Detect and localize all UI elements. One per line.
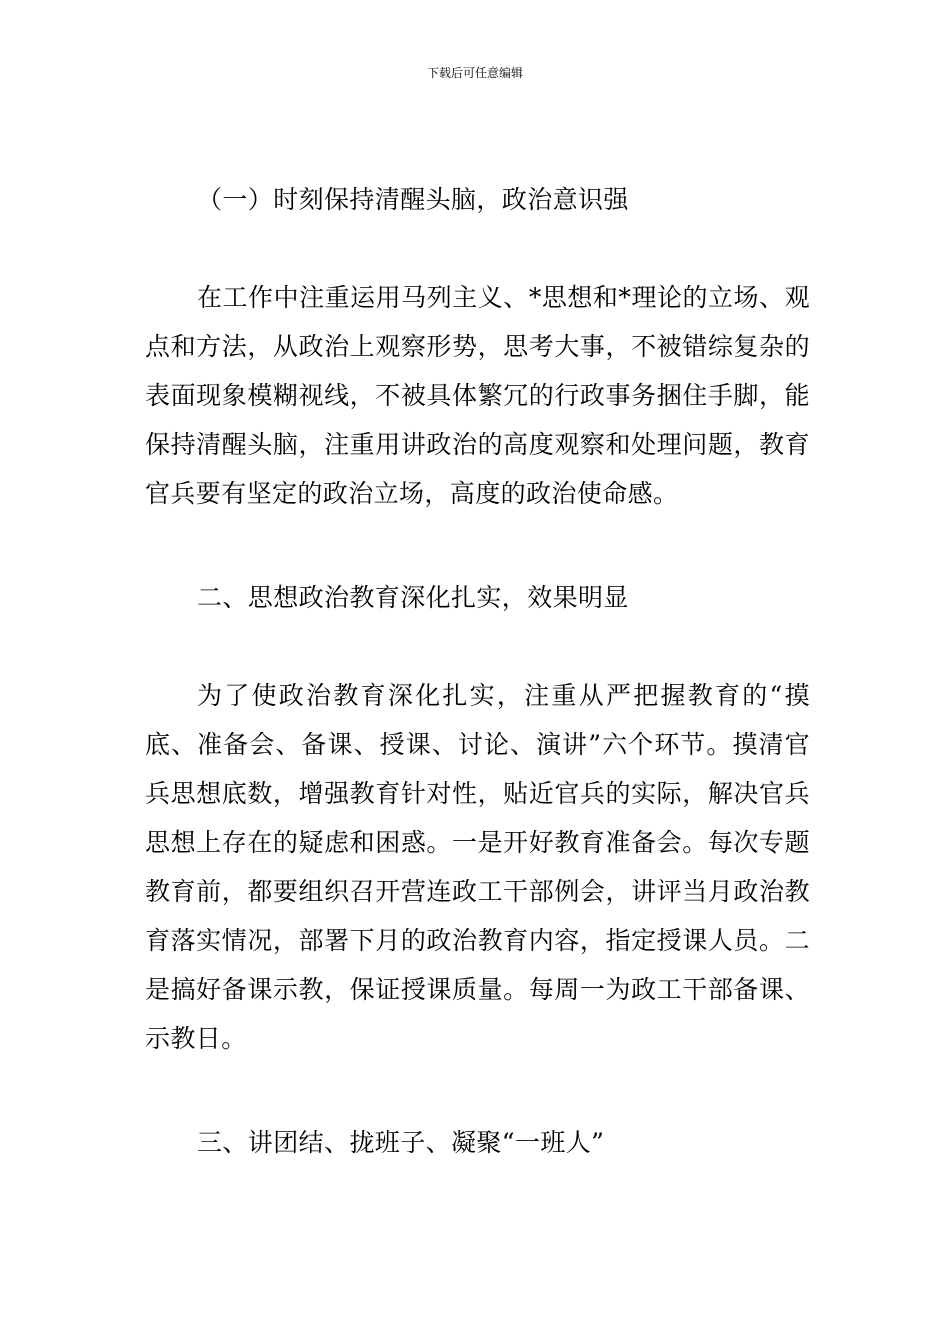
section-heading-1: （一）时刻保持清醒头脑，政治意识强 xyxy=(197,185,629,214)
section-heading-3: 三、讲团结、拢班子、凝聚“一班人” xyxy=(197,1128,605,1157)
section-paragraph-1: 在工作中注重运用马列主义、*思想和*理论的立场、观点和方法，从政治上观察形势，思考大事，不被错综复杂的表面现象模糊视线，不被具体繁冗的行政事务捆住手脚，能保持清醒头脑，注重用讲政治的高度观察和处理问题，教育官兵要有坚定的政治立场，高度的政治使命感。 xyxy=(145,283,810,508)
section-heading-2: 二、思想政治教育深化扎实，效果明显 xyxy=(197,583,629,612)
section-paragraph-2: 为了使政治教育深化扎实，注重从严把握教育的“摸底、准备会、备课、授课、讨论、演讲”六个环节。摸清官兵思想底数，增强教育针对性，贴近官兵的实际，解决官兵思想上存在的疑虑和困惑。一是开好教育准备会。每次专题教育前，都要组织召开营连政工干部例会，讲评当月政治教育落实情况，部署下月的政治教育内容，指定授课人员。二是搞好备课示教，保证授课质量。每周一为政工干部备课、示教日。 xyxy=(145,681,810,1053)
header-note: 下载后可任意编辑 xyxy=(426,66,523,80)
